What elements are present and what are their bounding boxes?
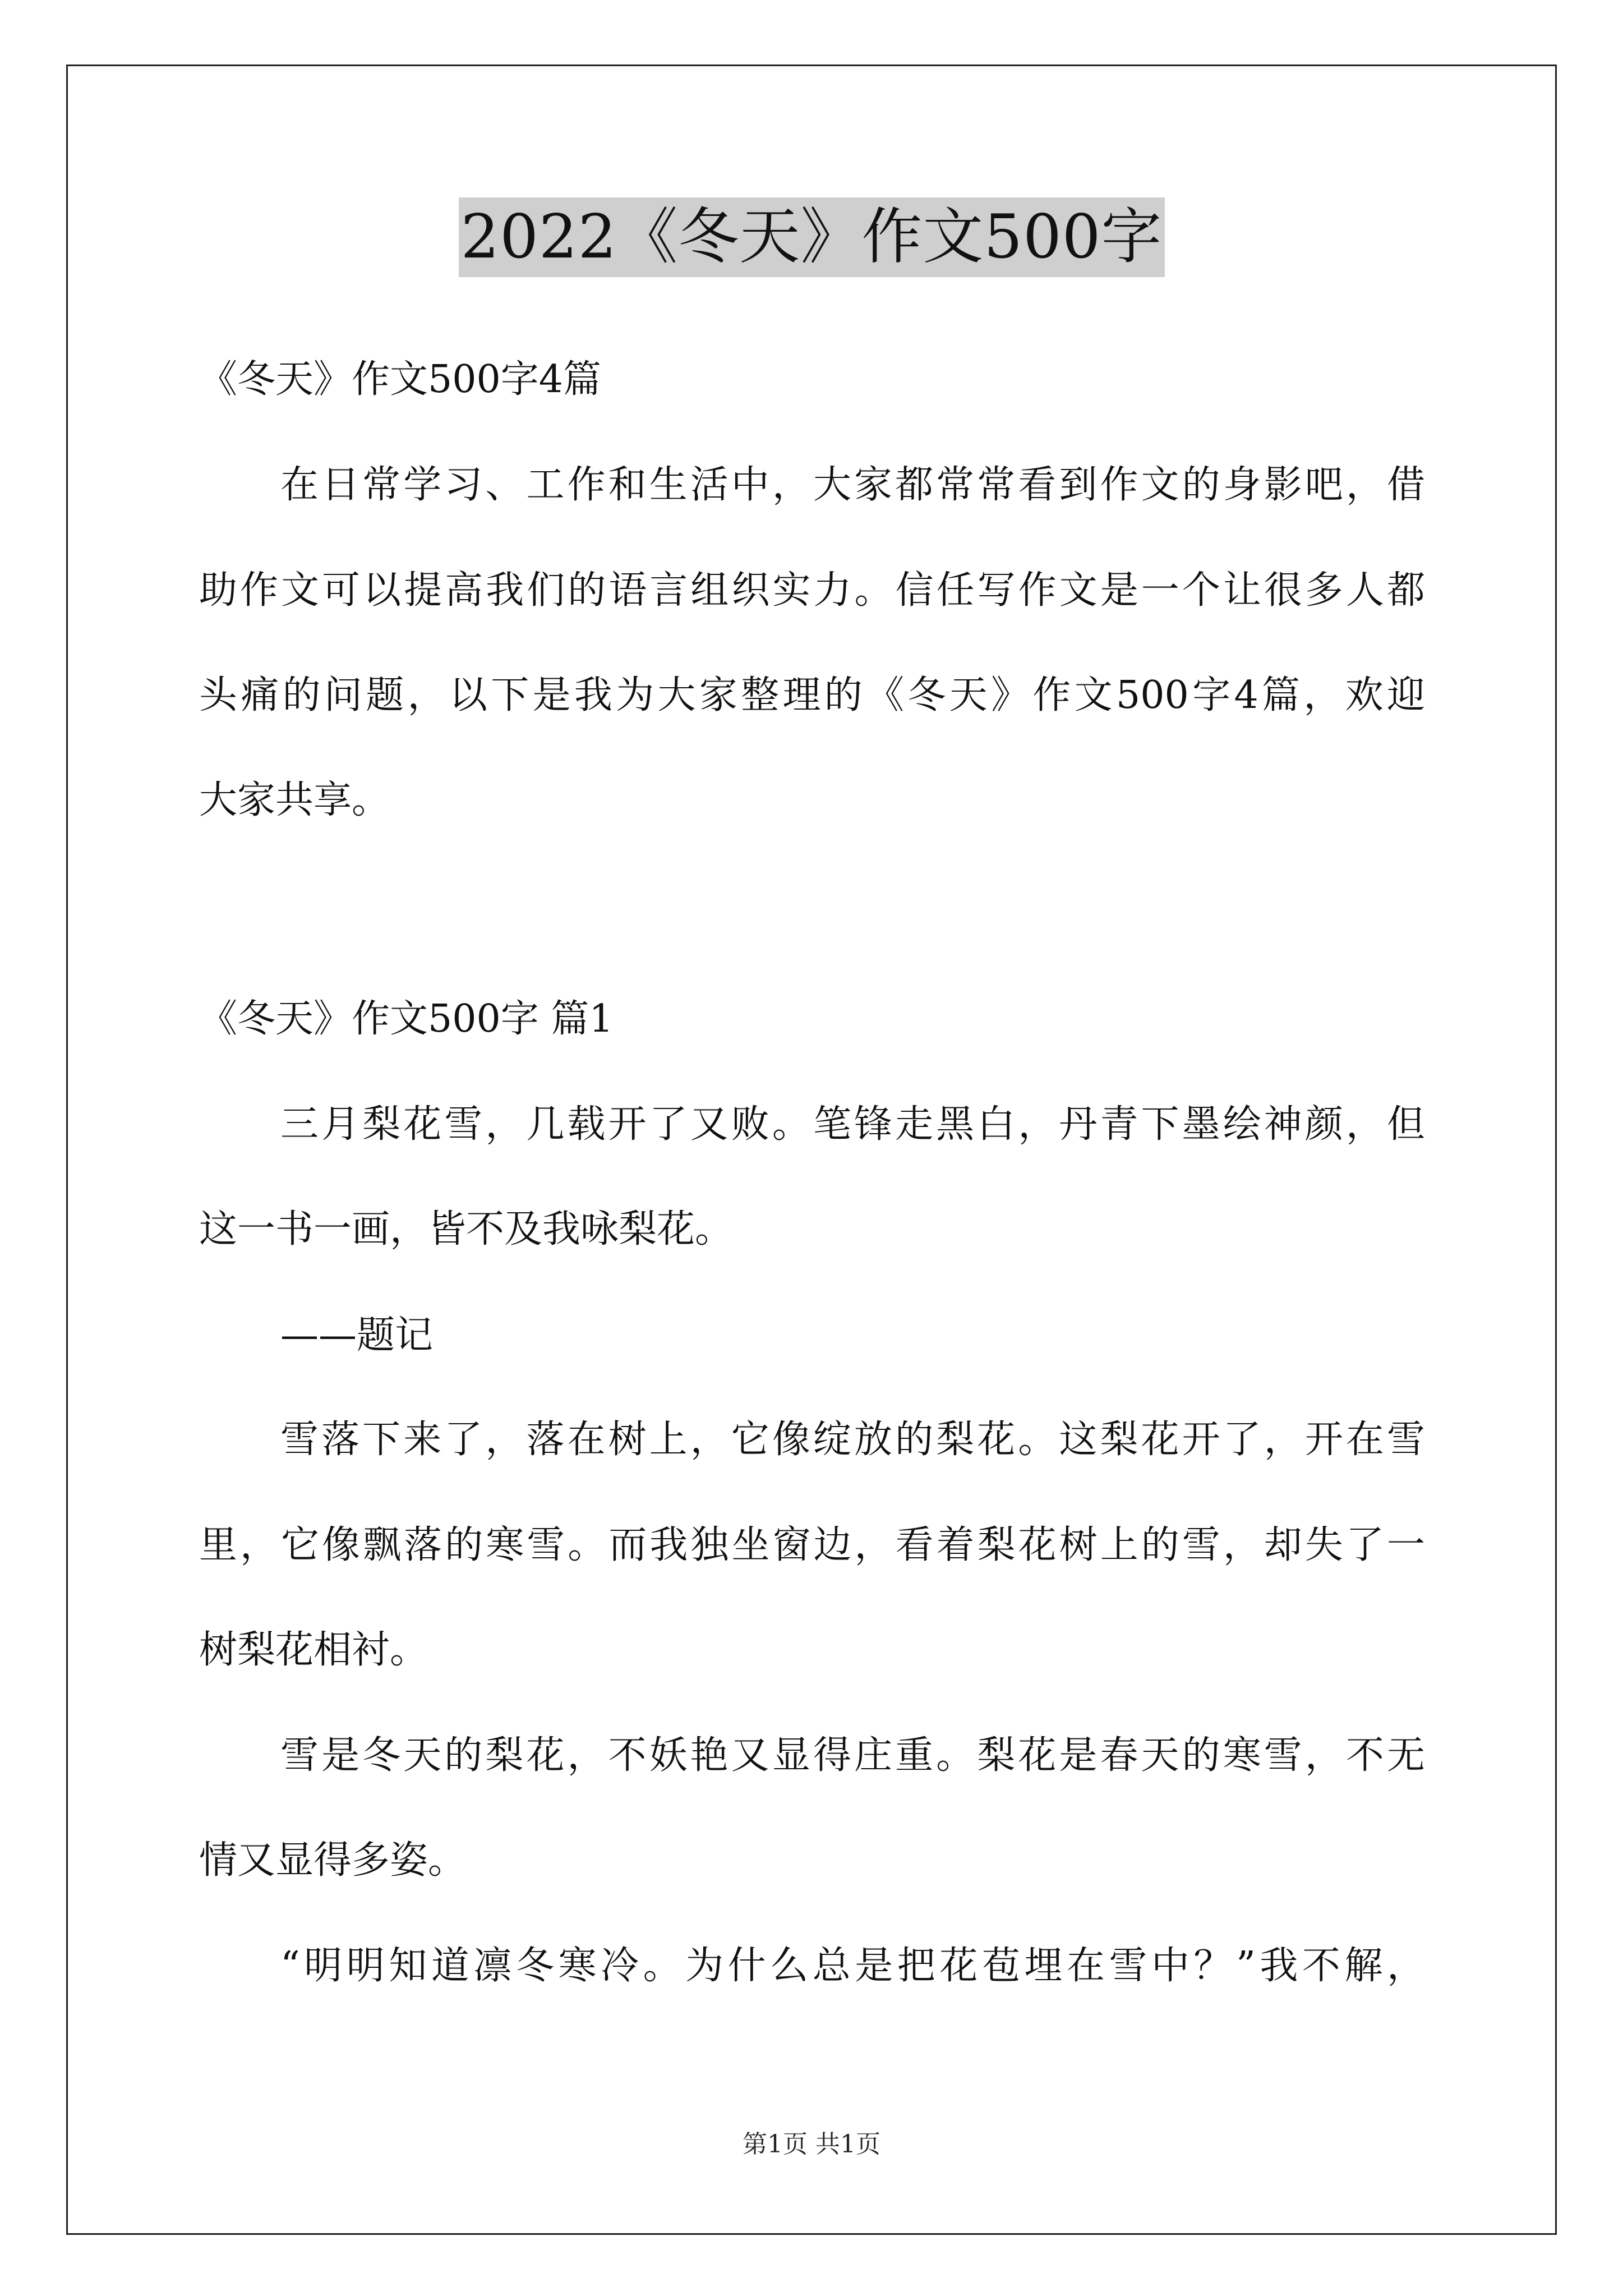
subtitle: 《冬天》作文500字4篇 [199, 357, 602, 402]
para4-line-1: “明明知道凛冬寒冷。为什么总是把花苞埋在雪中？”我不解， [280, 1944, 1425, 1988]
intro-line-1: 在日常学习、工作和生活中，大家都常常看到作文的身影吧，借 [280, 463, 1425, 507]
epigraph: ——题记 [280, 1313, 434, 1358]
page-footer: 第1页 共1页 [743, 2130, 880, 2159]
title-container [0, 197, 1623, 277]
intro-line-2: 助作文可以提高我们的语言组织实力。信任写作文是一个让很多人都 [199, 568, 1425, 613]
para3-line-2: 情又显得多姿。 [199, 1838, 467, 1883]
para2-line-1: 雪落下来了，落在树上，它像绽放的梨花。这梨花开了，开在雪 [280, 1418, 1425, 1462]
para3-line-1: 雪是冬天的梨花，不妖艳又显得庄重。梨花是春天的寒雪，不无 [280, 1733, 1425, 1778]
para1-line-1: 三月梨花雪，几载开了又败。笔锋走黑白，丹青下墨绘神颜，但 [280, 1102, 1425, 1147]
intro-line-4: 大家共享。 [199, 778, 390, 822]
para2-line-3: 树梨花相衬。 [199, 1628, 428, 1672]
document-title: 2022《冬天》作文500字 [459, 197, 1165, 277]
intro-line-3: 头痛的问题，以下是我为大家整理的《冬天》作文500字4篇，欢迎 [199, 673, 1425, 717]
para1-line-2: 这一书一画，皆不及我咏梨花。 [199, 1207, 734, 1251]
para2-line-2: 里，它像飘落的寒雪。而我独坐窗边，看着梨花树上的雪，却失了一 [199, 1523, 1425, 1567]
section-heading: 《冬天》作文500字 篇1 [199, 997, 614, 1041]
